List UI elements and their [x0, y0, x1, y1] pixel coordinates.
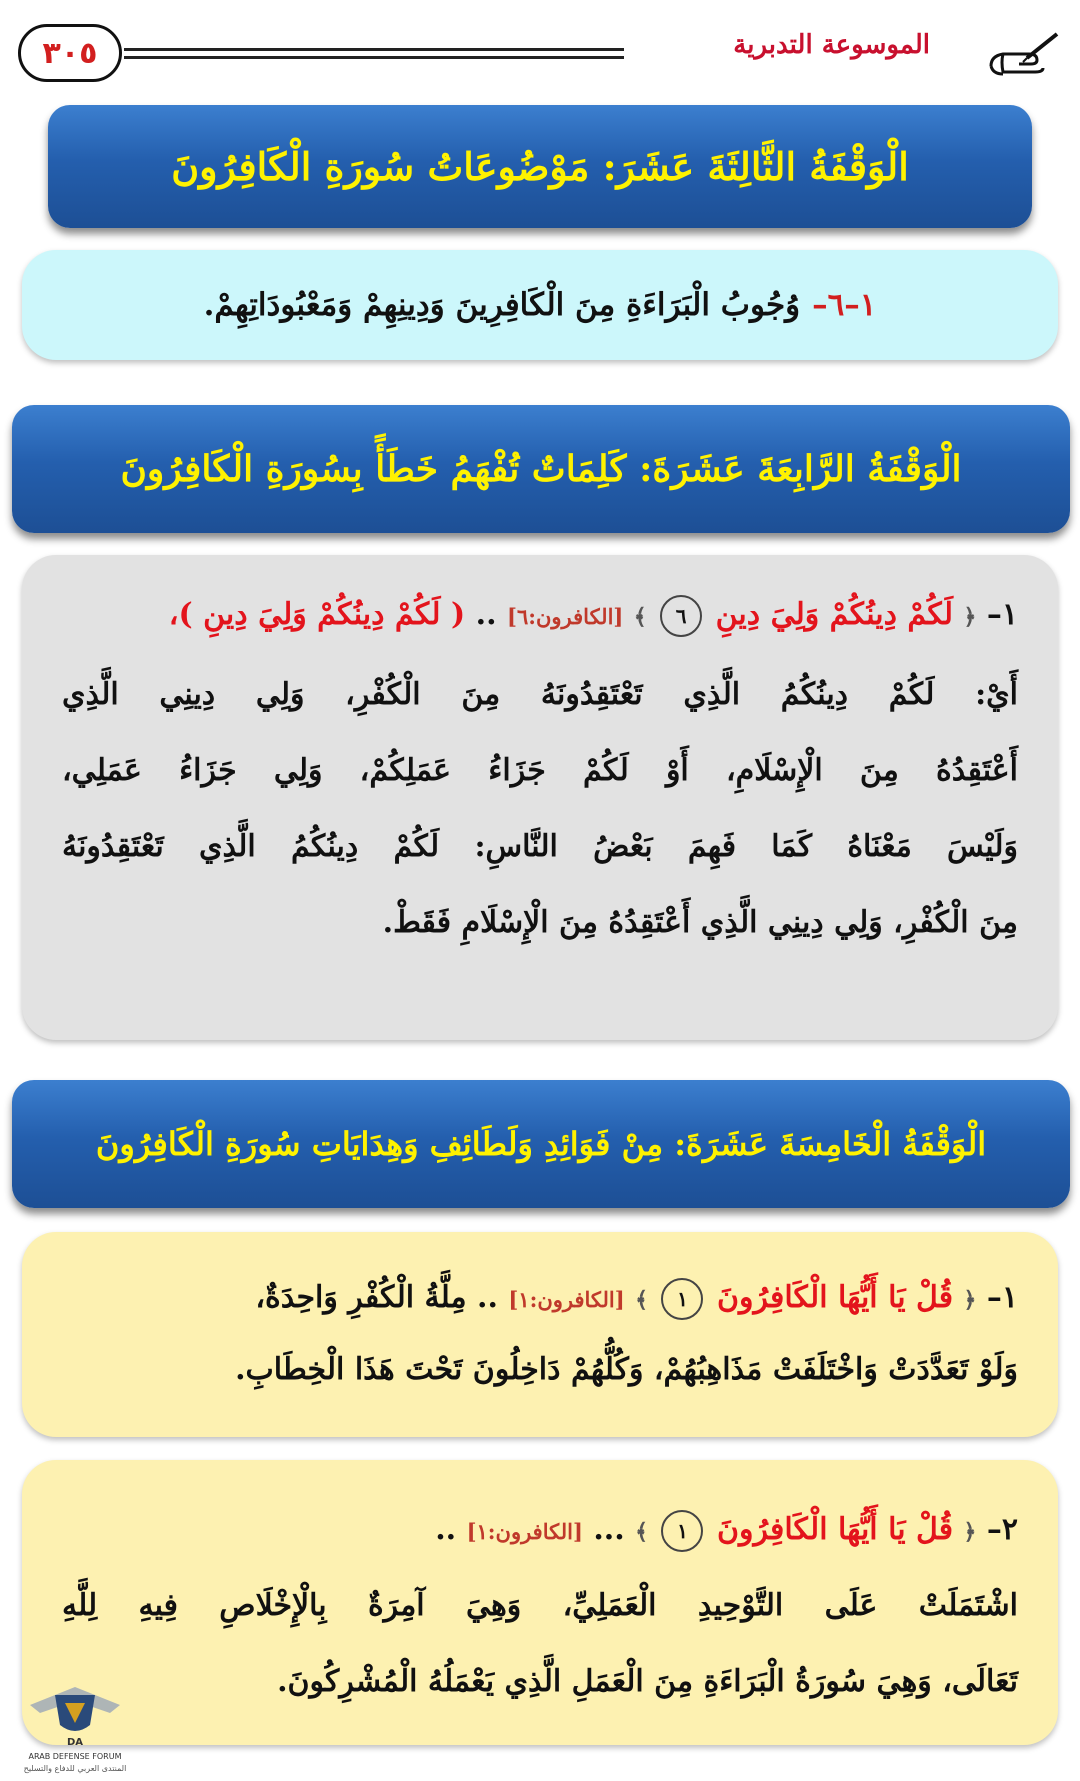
- ornament-icon: ﴿: [963, 1287, 977, 1313]
- item-number: ١–٦–: [812, 287, 877, 323]
- ornament-icon: ﴾: [635, 1519, 649, 1545]
- item-number: ٢–: [986, 1512, 1018, 1547]
- ayah-line: [62, 595, 1018, 637]
- logo-title: ARAB DEFENSE FORUM: [28, 1752, 122, 1761]
- ayah-number: ١: [661, 1510, 703, 1552]
- ayah-number: ١: [661, 1278, 703, 1320]
- ayah-text: قُلْ يَا أَيُّهَا الْكَافِرُونَ: [716, 1280, 954, 1315]
- item-number: ١–: [986, 597, 1018, 632]
- body-line: تَعَالَى، وَهِيَ سُورَةُ الْبَرَاءَةِ مِنَ الْعَمَلِ الَّذِي يَعْمَلُهُ الْمُشْرِكُونَ.: [277, 1664, 1018, 1699]
- ayah-quote: ( لَكُمْ دِينُكُمْ وَلِيَ دِينِ )،: [168, 597, 466, 632]
- body-line: وَلَيْسَ مَعْنَاهُ كَمَا فَهِمَ بَعْضُ النَّاسِ: لَكُمْ دِينُكُمُ الَّذِي تَعْتَقِدُونَهُ: [62, 829, 1018, 864]
- ornament-icon: ﴿: [963, 1519, 977, 1545]
- section-15-item-1: [22, 1232, 1058, 1437]
- section-15-banner: الْوَقْفَةُ الْخَامِسَةَ عَشَرَةَ: مِنْ فَوَائِدِ وَلَطَائِفِ وَهِدَايَاتِ سُورَةِ الْكَافِرُونَ: [12, 1080, 1070, 1208]
- ornament-icon: ﴾: [635, 1287, 649, 1313]
- ornament-icon: ﴿: [963, 604, 977, 630]
- ayah-line: [62, 1510, 1018, 1552]
- body-line: أَيْ: لَكُمْ دِينُكُمُ الَّذِي تَعْتَقِدُونَهُ مِنَ الْكُفْرِ، وَلِي دِينِي الَّذِي: [62, 677, 1018, 712]
- ayah-reference: [الكافرون:٦]: [507, 604, 624, 629]
- ornament-icon: ﴾: [633, 604, 647, 630]
- body-line: اشْتَمَلَتْ عَلَى التَّوْحِيدِ الْعَمَلِيِّ، وَهِيَ آمِرَةٌ بِالْإِخْلَاصِ فِيهِ لِلَّهِ: [62, 1588, 1018, 1623]
- section-13-box: [22, 250, 1058, 360]
- item-number: ١–: [986, 1280, 1018, 1315]
- page-number: ٣٠٥: [18, 24, 122, 82]
- section-14-box: [22, 555, 1058, 1040]
- hand-writing-pen-icon: [985, 28, 1063, 84]
- ayah-reference: [الكافرون:١]: [508, 1287, 625, 1312]
- header-rule: [124, 48, 624, 64]
- section-15-item-2: [22, 1460, 1058, 1745]
- ayah-reference: [الكافرون:١]: [466, 1519, 583, 1544]
- section-13-banner: الْوَقْفَةُ الثَّالِثَةَ عَشَرَ: مَوْضُوعَاتُ سُورَةِ الْكَافِرُونَ: [48, 105, 1032, 228]
- body-line: أَعْتَقِدُهُ مِنَ الْإِسْلَامِ، أَوْ لَكُمْ جَزَاءُ عَمَلِكُمْ، وَلِي جَزَاءُ عَمَلِي،: [62, 753, 1018, 788]
- ayah-number: ٦: [660, 595, 702, 637]
- logo-subtitle: المنتدى العربي للدفاع والتسليح: [23, 1764, 127, 1773]
- separator: ..: [475, 597, 497, 632]
- ayah-text: لَكُمْ دِينُكُمْ وَلِيَ دِينِ: [715, 597, 954, 632]
- ayah-line: [62, 1278, 1018, 1320]
- lead-text: .. مِلَّةُ الْكُفْرِ وَاحِدَةٌ،: [255, 1280, 498, 1315]
- header-title: الموسوعة التدبرية: [733, 30, 930, 60]
- separator: ...: [593, 1512, 625, 1547]
- body-line: وَلَوْ تَعَدَّدَتْ وَاخْتَلَفَتْ مَذَاهِبُهُمْ، وَكُلُّهُمْ دَاخِلُونَ تَحْتَ هَذَا الْخِطَابِ.: [235, 1352, 1018, 1387]
- body-line: مِنَ الْكُفْرِ، وَلِي دِينِي الَّذِي أَعْتَقِدُهُ مِنَ الْإِسْلَامِ فَقَطْ.: [382, 905, 1018, 940]
- ayah-text: قُلْ يَا أَيُّهَا الْكَافِرُونَ: [716, 1512, 954, 1547]
- logo-badge: DA: [66, 1737, 84, 1748]
- item-text: وُجُوبُ الْبَرَاءَةِ مِنَ الْكَافِرِينَ وَدِينِهِمْ وَمَعْبُودَاتِهِمْ.: [203, 287, 801, 323]
- section-14-banner: الْوَقْفَةُ الرَّابِعَةَ عَشَرَةَ: كَلِمَاتٌ تُفْهَمُ خَطَأً بِسُورَةِ الْكَافِرُونَ: [12, 405, 1070, 533]
- separator: ..: [435, 1512, 457, 1547]
- arab-defense-forum-logo: [10, 1675, 140, 1775]
